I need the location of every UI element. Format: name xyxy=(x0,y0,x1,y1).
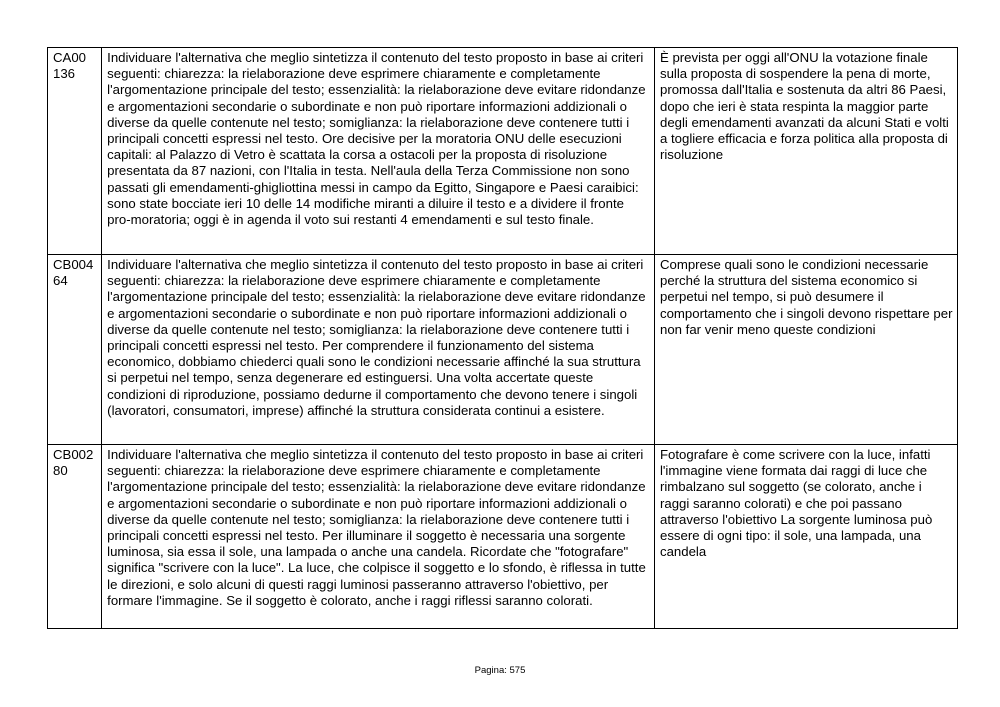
table-row xyxy=(48,255,958,445)
question-code: CA00 136 xyxy=(48,48,102,255)
question-code: CB004 64 xyxy=(48,255,102,445)
question-text: Individuare l'alternativa che meglio sintetizza il contenuto del testo proposto in base ai criteri seguenti: chiarezza: la rielaborazione deve esprimere chiaramente e completamente l'argomentazione principale del testo; essenzialità: la rielaborazione deve evitare ridondanze e argomentazioni secondarie o subordinate e non può riportare informazioni addizionali o diverse da quelle contenute nel testo; somiglianza: la rielaborazione deve contenere tutti i principali concetti espressi nel testo. Per comprendere il funzionamento del sistema economico, dobbiamo chiederci quali sono le condizioni necessarie affinché la sua struttura si perpetui nel tempo, senza degenerare ed estinguersi. Una volta accertate queste condizioni di riproduzione, possiamo dedurne il comportamento che devono tenere i singoli (lavoratori, consumatori, imprese) affinché la struttura considerata continui a esistere. xyxy=(102,255,655,445)
table-row xyxy=(48,48,958,255)
table-row xyxy=(48,445,958,629)
question-code: CB002 80 xyxy=(48,445,102,629)
answer-text: Comprese quali sono le condizioni necessarie perché la struttura del sistema economico si perpetui nel tempo, si può desumere il comportamento che i singoli devono rispettare per non far venir meno queste condizioni xyxy=(654,255,957,445)
question-text: Individuare l'alternativa che meglio sintetizza il contenuto del testo proposto in base ai criteri seguenti: chiarezza: la rielaborazione deve esprimere chiaramente e completamente l'argomentazione principale del testo; essenzialità: la rielaborazione deve evitare ridondanze e argomentazioni secondarie o subordinate e non può riportare informazioni addizionali o diverse da quelle contenute nel testo; somiglianza: la rielaborazione deve contenere tutti i principali concetti espressi nel testo. Ore decisive per la moratoria ONU delle esecuzioni capitali: al Palazzo di Vetro è scattata la corsa a ostacoli per la proposta di risoluzione presentata da 87 nazioni, con l'Italia in testa. Nell'aula della Terza Commissione non sono passati gli emendamenti-ghigliottina messi in campo da Egitto, Singapore e Paesi caraibici: sono state bocciate ieri 10 delle 14 modifiche miranti a diluire il testo e a dividere il fronte pro-moratoria; oggi è in agenda il voto sui restanti 4 emendamenti e sul testo finale. xyxy=(102,48,655,255)
question-text: Individuare l'alternativa che meglio sintetizza il contenuto del testo proposto in base ai criteri seguenti: chiarezza: la rielaborazione deve esprimere chiaramente e completamente l'argomentazione principale del testo; essenzialità: la rielaborazione deve evitare ridondanze e argomentazioni secondarie o subordinate e non può riportare informazioni addizionali o diverse da quelle contenute nel testo; somiglianza: la rielaborazione deve contenere tutti i principali concetti espressi nel testo. Per illuminare il soggetto è necessaria una sorgente luminosa, sia essa il sole, una lampada o anche una candela. Ricordate che "fotografare" significa "scrivere con la luce". La luce, che colpisce il soggetto e lo sfondo, è riflessa in tutte le direzioni, e solo alcuni di questi raggi luminosi passeranno attraverso l'obiettivo, per formare l'immagine. Se il soggetto è colorato, anche i raggi riflessi saranno colorati. xyxy=(102,445,655,629)
questions-table xyxy=(47,47,958,629)
answer-text: Fotografare è come scrivere con la luce, infatti l'immagine viene formata dai raggi di luce che rimbalzano sul soggetto (se colorato, anche i raggi saranno colorati) e che poi passano attraverso l'obiettivo La sorgente luminosa può essere di ogni tipo: il sole, una lampada, una candela xyxy=(654,445,957,629)
page-number: Pagina: 575 xyxy=(474,665,526,676)
answer-text: È prevista per oggi all'ONU la votazione finale sulla proposta di sospendere la pena di morte, promossa dall'Italia e sostenuta da altri 86 Paesi, dopo che ieri è stata respinta la maggior parte degli emendamenti avanzati da alcuni Stati e volti a togliere efficacia e forza politica alla proposta di risoluzione xyxy=(654,48,957,255)
